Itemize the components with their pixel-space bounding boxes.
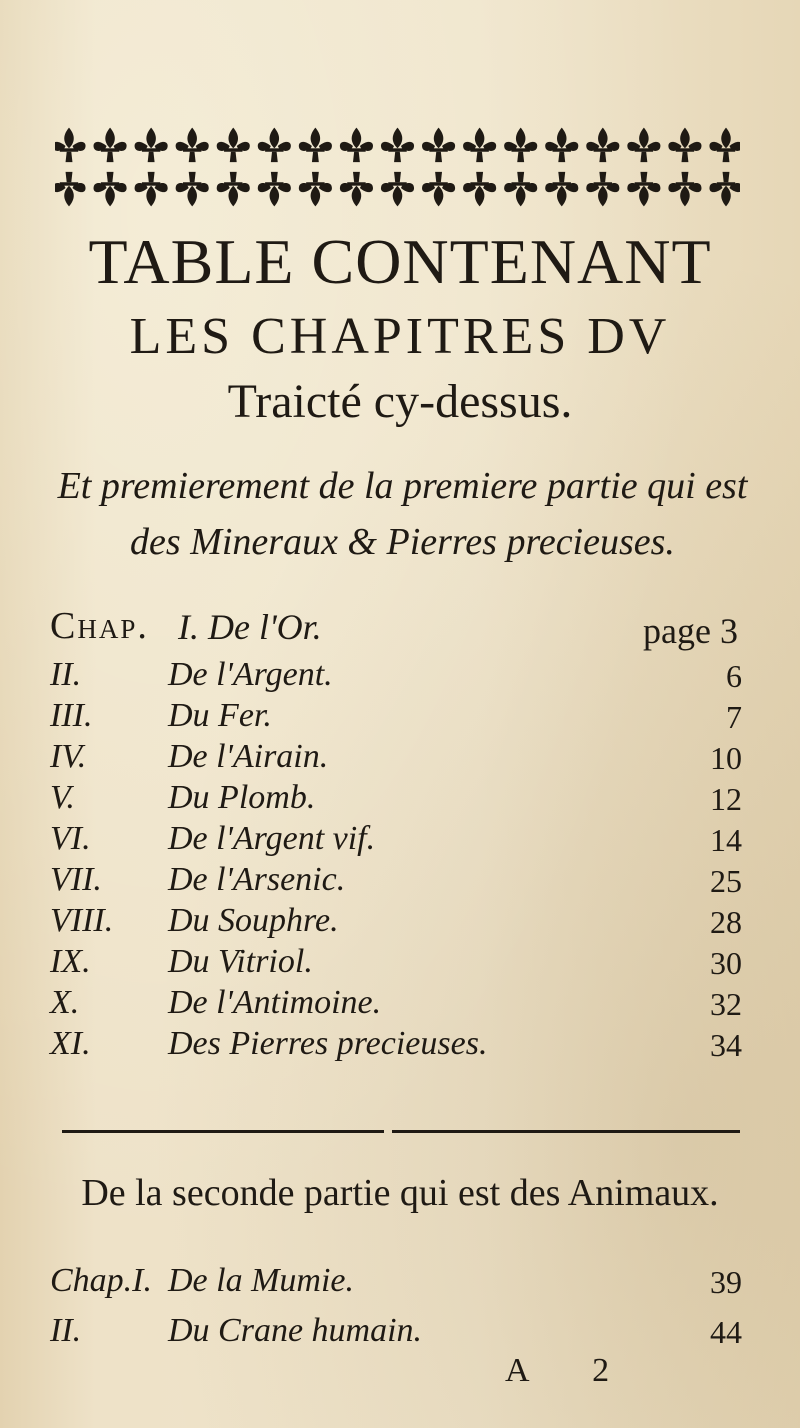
chapter-number: II.: [50, 1312, 82, 1349]
chapter-title: Des Pierres precieuses.: [168, 1025, 488, 1062]
chapter-number: VII.: [50, 861, 102, 898]
toc-row: [50, 1025, 750, 1066]
page-number: 12: [710, 781, 742, 817]
toc-row: [50, 984, 750, 1025]
fleur-de-lis-ornament-icon: [55, 118, 740, 213]
toc-row: [50, 738, 750, 779]
chapter-title: De l'Argent.: [168, 656, 333, 693]
chapter-title: Du Crane humain.: [168, 1312, 423, 1349]
chapter-number: X.: [50, 984, 80, 1021]
page-number: 30: [710, 945, 742, 981]
chapter-number: IV.: [50, 738, 87, 775]
page-number: 44: [710, 1314, 742, 1350]
chapter-title: Du Souphre.: [168, 902, 339, 939]
page-number: 28: [710, 904, 742, 940]
printer-signature-mark: A 2: [505, 1352, 638, 1389]
page-number: 7: [726, 699, 742, 735]
section-divider-left: [62, 1130, 384, 1133]
chapter-number: IX.: [50, 943, 91, 980]
page-number: 25: [710, 863, 742, 899]
chapter-title: De l'Arsenic.: [168, 861, 346, 898]
chapter-title: De l'Antimoine.: [168, 984, 382, 1021]
intro-line-1: Et premierement de la premiere partie qui est: [57, 465, 748, 507]
page-number: 10: [710, 740, 742, 776]
chapter-number: Chap.I.: [50, 1262, 152, 1299]
chapter-number: II.: [50, 656, 82, 693]
toc-row: [50, 902, 750, 943]
chapter-title: I. De l'Or.: [178, 607, 322, 647]
chapter-number: XI.: [50, 1025, 91, 1062]
toc-row: [50, 943, 750, 984]
intro-line-2: des Mineraux & Pierres precieuses.: [130, 521, 675, 563]
chapter-title: De l'Airain.: [168, 738, 329, 775]
chapter-title: De l'Argent vif.: [168, 820, 376, 857]
page-number: page 3: [643, 611, 738, 651]
page-number: 34: [710, 1027, 742, 1063]
chapter-title: Du Plomb.: [168, 779, 316, 816]
toc-row: [50, 656, 750, 697]
toc-first-entry: [50, 600, 750, 656]
toc-row: [50, 1312, 750, 1362]
page-number: 6: [726, 658, 742, 694]
intro-paragraph: [45, 458, 760, 570]
toc-row: [50, 1262, 750, 1312]
chapter-title: Du Vitriol.: [168, 943, 313, 980]
toc-row: [50, 779, 750, 820]
page-number: 32: [710, 986, 742, 1022]
page-number: 14: [710, 822, 742, 858]
toc-row: [50, 697, 750, 738]
chapter-number: VI.: [50, 820, 91, 857]
chapter-number: III.: [50, 697, 93, 734]
table-of-contents-part-2: [50, 1262, 750, 1362]
title-line-3: Traicté cy-dessus.: [227, 375, 573, 428]
section-divider-right: [392, 1130, 740, 1133]
title-line-2: LES CHAPITRES DV: [129, 308, 671, 365]
chapter-number: VIII.: [50, 902, 114, 939]
title-line-1: TABLE CONTENANT: [88, 226, 712, 297]
chapter-label: Chap.: [50, 605, 149, 647]
chapter-number: V.: [50, 779, 75, 816]
toc-row: [50, 820, 750, 861]
table-of-contents-part-1: [50, 600, 750, 1066]
section-2-heading: De la seconde partie qui est des Animaux.: [81, 1172, 719, 1214]
page-number: 39: [710, 1264, 742, 1300]
toc-row: [50, 861, 750, 902]
chapter-title: De la Mumie.: [168, 1262, 355, 1299]
chapter-title: Du Fer.: [168, 697, 272, 734]
